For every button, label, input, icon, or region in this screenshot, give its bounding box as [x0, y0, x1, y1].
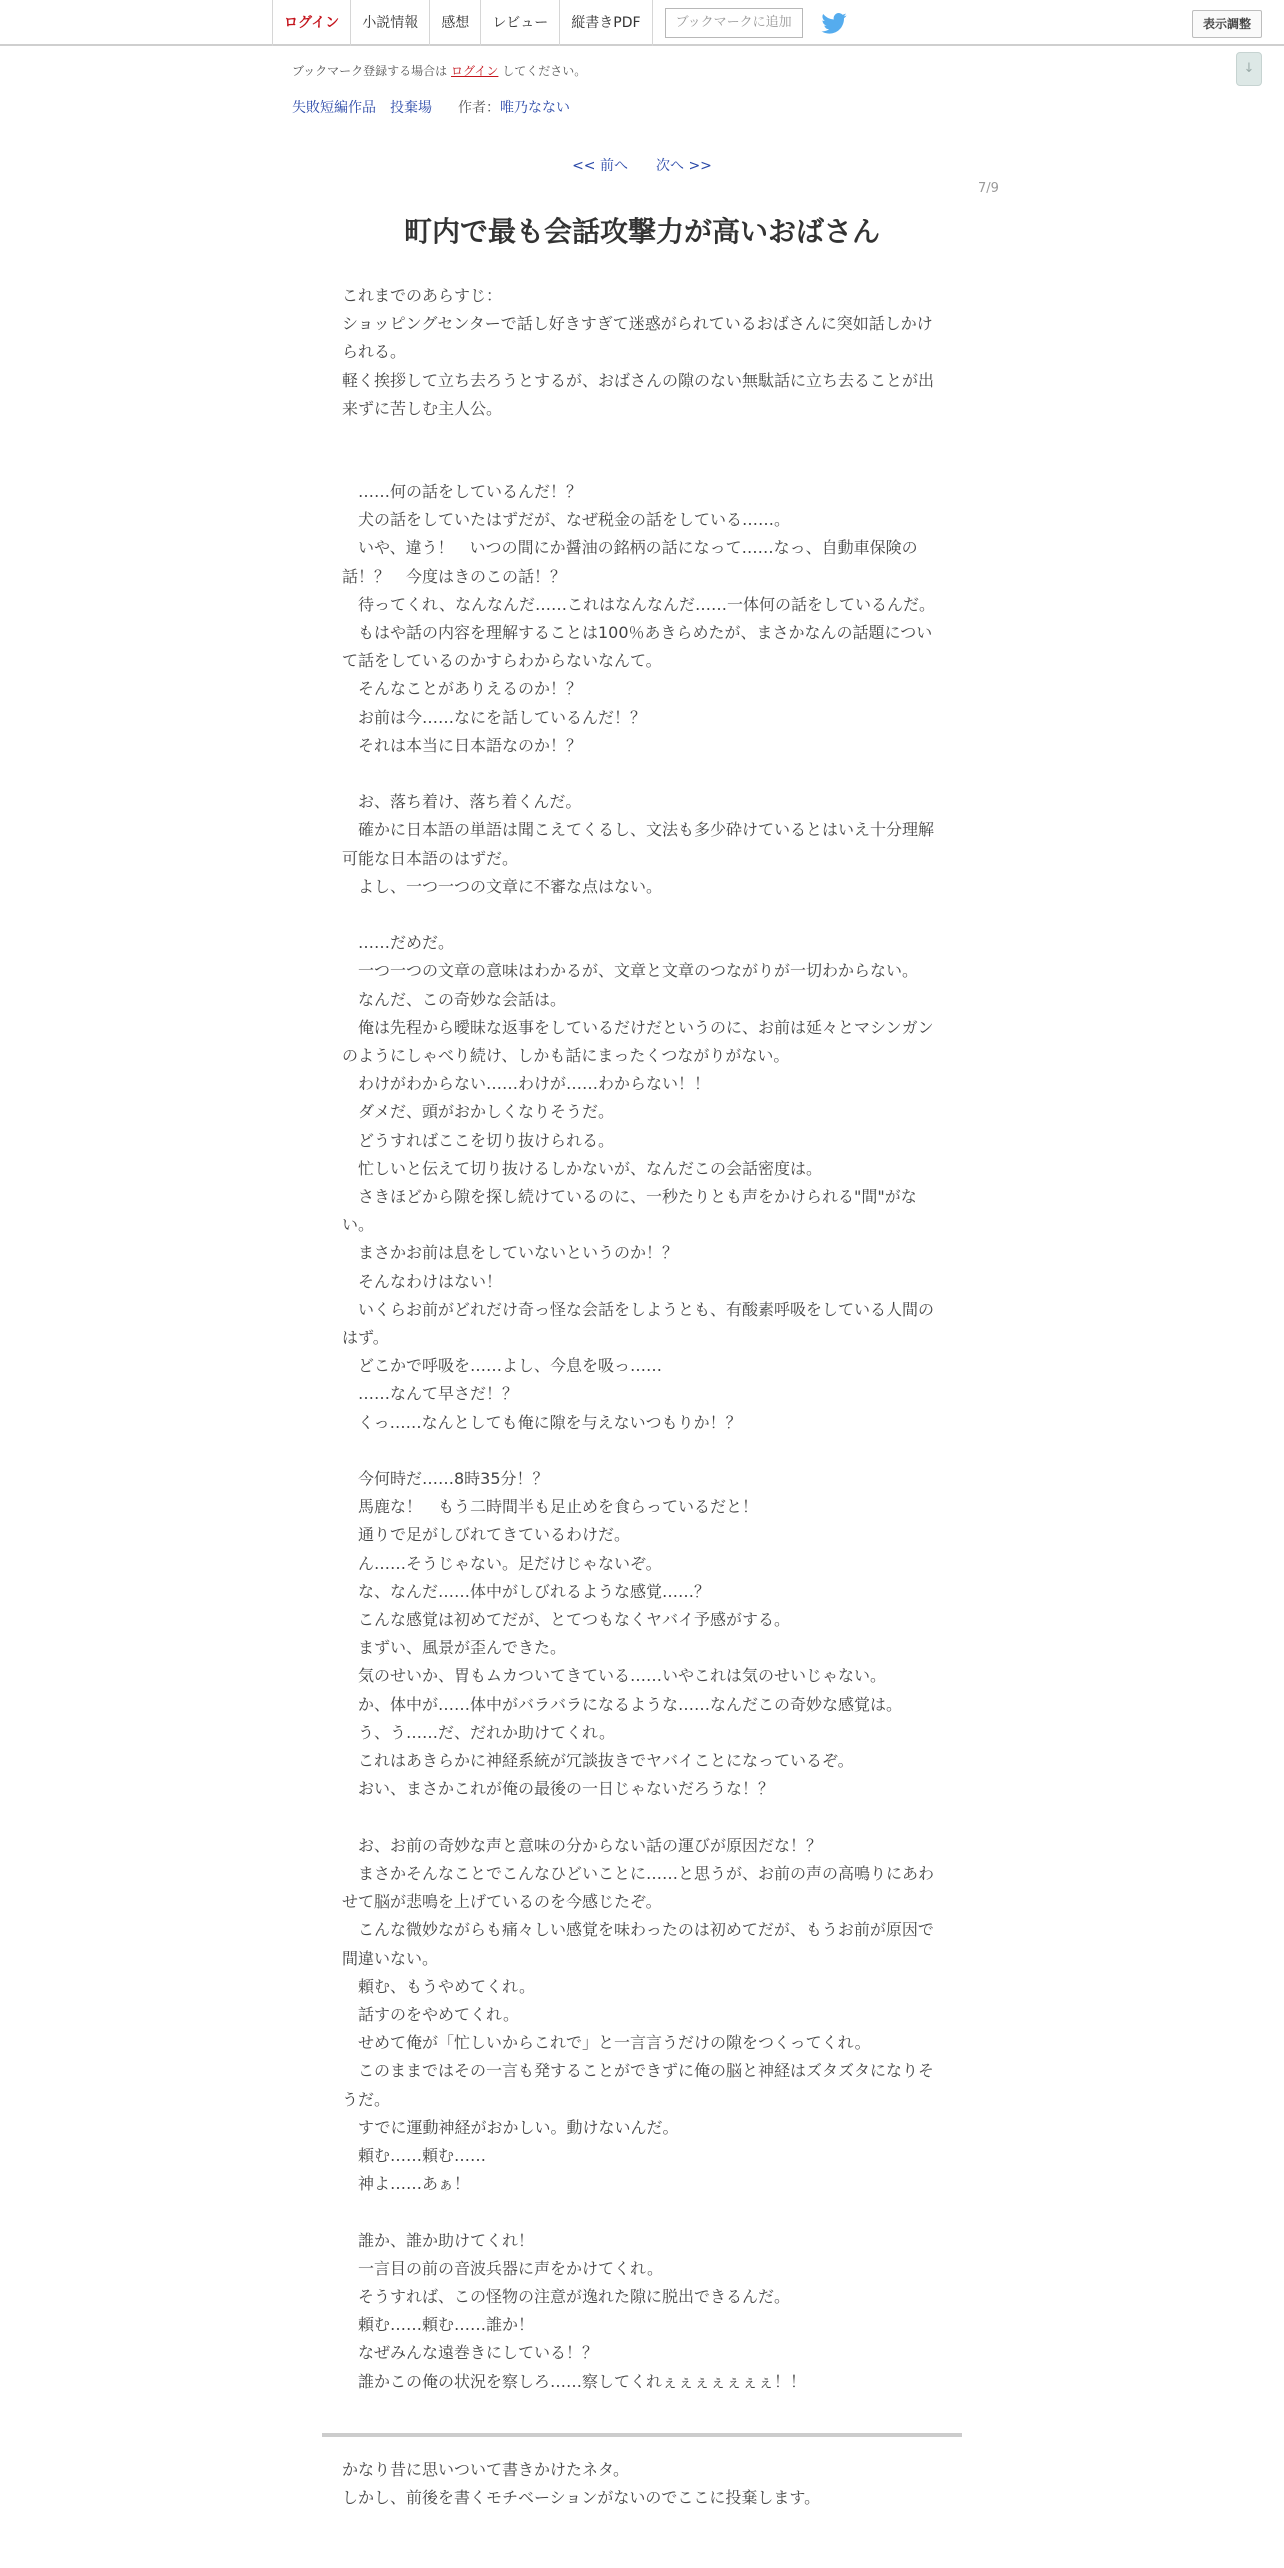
body-paragraph: 神よ……あぁ！: [342, 2174, 470, 2194]
twitter-bird-icon: [821, 13, 847, 34]
body-paragraph: こんな感覚は初めてだが、とてつもなくヤバイ予感がする。: [342, 1610, 791, 1630]
body-paragraph: 一つ一つの文章の意味はわかるが、文章と文章のつながりが一切わからない。: [342, 961, 919, 981]
chapter-title: 町内で最も会話攻撃力が高いおばさん: [403, 215, 880, 248]
body-paragraph: お前は今……なにを話しているんだ！？: [342, 707, 647, 727]
body-paragraph: 馬鹿な！ もう二時間半も足止めを食らっているだと！: [342, 1497, 759, 1517]
body-paragraph: そうすれば、この怪物の注意が逸れた隙に脱出できるんだ。: [342, 2286, 791, 2306]
body-paragraph: なんだ、この奇妙な会話は。: [342, 989, 567, 1009]
nav-review[interactable]: レビュー: [480, 0, 559, 46]
chapter-body: [342, 478, 942, 2396]
body-paragraph: いや、違う！ いつの間にか醤油の銘柄の話になって……なっ、自動車保険の話！？ 今度はきのこの話！？: [342, 538, 918, 586]
body-paragraph: 犬の話をしていたはずだが、なぜ税金の話をしている……。: [342, 510, 791, 530]
body-paragraph: どこかで呼吸を……よし、今息を吸っ……: [342, 1356, 663, 1376]
body-paragraph: どうすればここを切り抜けられる。: [342, 1130, 615, 1150]
body-paragraph: まずい、風景が歪んできた。: [342, 1638, 567, 1658]
body-paragraph: すでに運動神経がおかしい。動けないんだ。: [342, 2117, 679, 2137]
author-link[interactable]: 唯乃なない: [500, 100, 570, 116]
body-paragraph: そんなわけはない！: [342, 1271, 503, 1291]
blank-line: [342, 1437, 942, 1465]
display-settings-button[interactable]: 表示調整: [1192, 10, 1262, 38]
body-paragraph: まさかそんなことでこんなひどいことに……と思うが、お前の声の高鳴りにあわせて脳が悲鳴を上げているのを今感じたぞ。: [342, 1863, 935, 1912]
nav-impressions[interactable]: 感想: [429, 0, 480, 46]
scroll-down-button[interactable]: ↓: [1236, 52, 1262, 86]
bookmark-add-button[interactable]: ブックマークに追加: [665, 8, 803, 38]
body-paragraph: ……なんて早さだ！？: [342, 1384, 519, 1404]
afterword: [342, 2456, 942, 2512]
body-paragraph: もはや話の内容を理解することは100％あきらめたが、まさかなんの話題について話をしているのかすらわからないなんて。: [342, 623, 933, 671]
afterword-line: かなり昔に思いついて書きかけたネタ。: [342, 2460, 630, 2479]
body-paragraph: 通りで足がしびれてきているわけだ。: [342, 1525, 631, 1545]
series-info: [292, 97, 570, 117]
afterword-line: しかし、前後を書くモチベーションがないのでここに投棄します。: [342, 2488, 821, 2508]
preface: [342, 282, 942, 423]
prev-page-link[interactable]: << 前へ: [572, 158, 628, 174]
body-paragraph: そんなことがありえるのか！？: [342, 679, 583, 699]
body-paragraph: 頼む……頼む……誰か！: [342, 2315, 535, 2335]
body-paragraph: 誰かこの俺の状況を察しろ……察してくれぇぇぇぇぇぇぇ！！: [342, 2371, 807, 2391]
body-paragraph: こんな微妙ながらも痛々しい感覚を味わったのは初めてだが、もうお前が原因で間違いない。: [342, 1920, 934, 1968]
body-paragraph: ……何の話をしているんだ！？: [342, 482, 583, 501]
body-paragraph: 気のせいか、胃もムカついてきている……いやこれは気のせいじゃない。: [342, 1666, 887, 1686]
login-notice-suffix: してください。: [502, 64, 587, 78]
series-link-failed-shorts[interactable]: 失敗短編作品: [292, 100, 376, 116]
body-paragraph: な、なんだ……体中がしびれるような感覚……？: [342, 1581, 711, 1601]
nav-login[interactable]: ログイン: [272, 0, 350, 46]
login-notice-link[interactable]: ログイン: [451, 64, 499, 78]
body-paragraph: 頼む、もうやめてくれ。: [342, 1976, 535, 1996]
body-paragraph: ……だめだ。: [342, 933, 455, 953]
body-paragraph: まさかお前は息をしていないというのか！？: [342, 1243, 679, 1263]
author-label: 作者：: [458, 100, 500, 116]
body-paragraph: なぜみんな遠巻きにしている！？: [342, 2343, 599, 2363]
series-link-dump[interactable]: 投棄場: [390, 100, 432, 116]
pager: [0, 155, 1284, 175]
nav-vertical-pdf[interactable]: 縦書きPDF: [559, 0, 652, 46]
body-paragraph: おい、まさかこれが俺の最後の一日じゃないだろうな！？: [342, 1779, 775, 1799]
blank-line: [342, 2198, 942, 2226]
nav-list: [272, 0, 847, 46]
body-paragraph: お、お前の奇妙な声と意味の分からない話の運びが原因だな！？: [342, 1835, 823, 1855]
body-paragraph: いくらお前がどれだけ奇っ怪な会話をしようとも、有酸素呼吸をしている人間のはず。: [342, 1299, 935, 1348]
body-paragraph: ダメだ、頭がおかしくなりそうだ。: [342, 1102, 615, 1122]
afterword-divider: [322, 2433, 962, 2437]
body-paragraph: さきほどから隙を探し続けているのに、一秒たりとも声をかけられる"間"がない。: [342, 1187, 917, 1235]
body-paragraph: わけがわからない……わけが……わからない！！: [342, 1074, 711, 1094]
body-paragraph: 俺は先程から曖昧な返事をしているだけだというのに、お前は延々とマシンガンのようにしゃべり続け、しかも話にまったくつながりがない。: [342, 1017, 934, 1066]
body-paragraph: 誰か、誰か助けてくれ！: [342, 2230, 535, 2250]
body-paragraph: 確かに日本語の単語は聞こえてくるし、文法も多少砕けているとはいえ十分理解可能な日本語のはずだ。: [342, 820, 935, 868]
login-notice: [292, 62, 586, 79]
body-paragraph: 頼む……頼む……: [342, 2145, 487, 2165]
body-paragraph: せめて俺が「忙しいからこれで」と一言言うだけの隙をつくってくれ。: [342, 2033, 871, 2053]
blank-line: [342, 1804, 942, 1832]
body-paragraph: 今何時だ……8時35分！？: [342, 1469, 549, 1489]
body-paragraph: これはあきらかに神経系統が冗談抜きでヤバイことになっているぞ。: [342, 1751, 854, 1771]
body-paragraph: よし、一つ一つの文章に不審な点はない。: [342, 876, 663, 896]
next-page-link[interactable]: 次へ >>: [656, 158, 712, 174]
preface-line: これまでのあらすじ：: [342, 286, 503, 305]
blank-line: [342, 901, 942, 929]
twitter-icon[interactable]: [821, 12, 847, 34]
page-count: 7/9: [978, 181, 999, 196]
body-paragraph: 話すのをやめてくれ。: [342, 2004, 519, 2024]
body-paragraph: 待ってくれ、なんなんだ……これはなんなんだ……一体何の話をしているんだ。: [342, 594, 935, 614]
body-paragraph: か、体中が……体中がバラバラになるような……なんだこの奇妙な感覚は。: [342, 1694, 903, 1714]
body-paragraph: う、う……だ、だれか助けてくれ。: [342, 1722, 615, 1742]
body-paragraph: お、落ち着け、落ち着くんだ。: [342, 792, 582, 812]
body-paragraph: ん……そうじゃない。足だけじゃないぞ。: [342, 1553, 662, 1573]
body-paragraph: このままではその一言も発することができずに俺の脳と神経はズタズタになりそうだ。: [342, 2061, 935, 2109]
top-navigation-bar: [0, 0, 1284, 46]
body-paragraph: 一言目の前の音波兵器に声をかけてくれ。: [342, 2258, 663, 2278]
body-paragraph: くっ……なんとしても俺に隙を与えないつもりか！？: [342, 1412, 742, 1432]
body-paragraph: それは本当に日本語なのか！？: [342, 735, 583, 755]
preface-line: ショッピングセンターで話し好きすぎて迷惑がられているおばさんに突如話しかけられる。: [342, 314, 933, 362]
body-paragraph: 忙しいと伝えて切り抜けるしかないが、なんだこの会話密度は。: [342, 1158, 823, 1178]
nav-novel-info[interactable]: 小説情報: [350, 0, 429, 46]
login-notice-prefix: ブックマーク登録する場合は: [292, 64, 448, 78]
preface-line: 軽く挨拶して立ち去ろうとするが、おばさんの隙のない無駄話に立ち去ることが出来ずに苦しむ主人公。: [342, 370, 935, 418]
blank-line: [342, 760, 942, 788]
